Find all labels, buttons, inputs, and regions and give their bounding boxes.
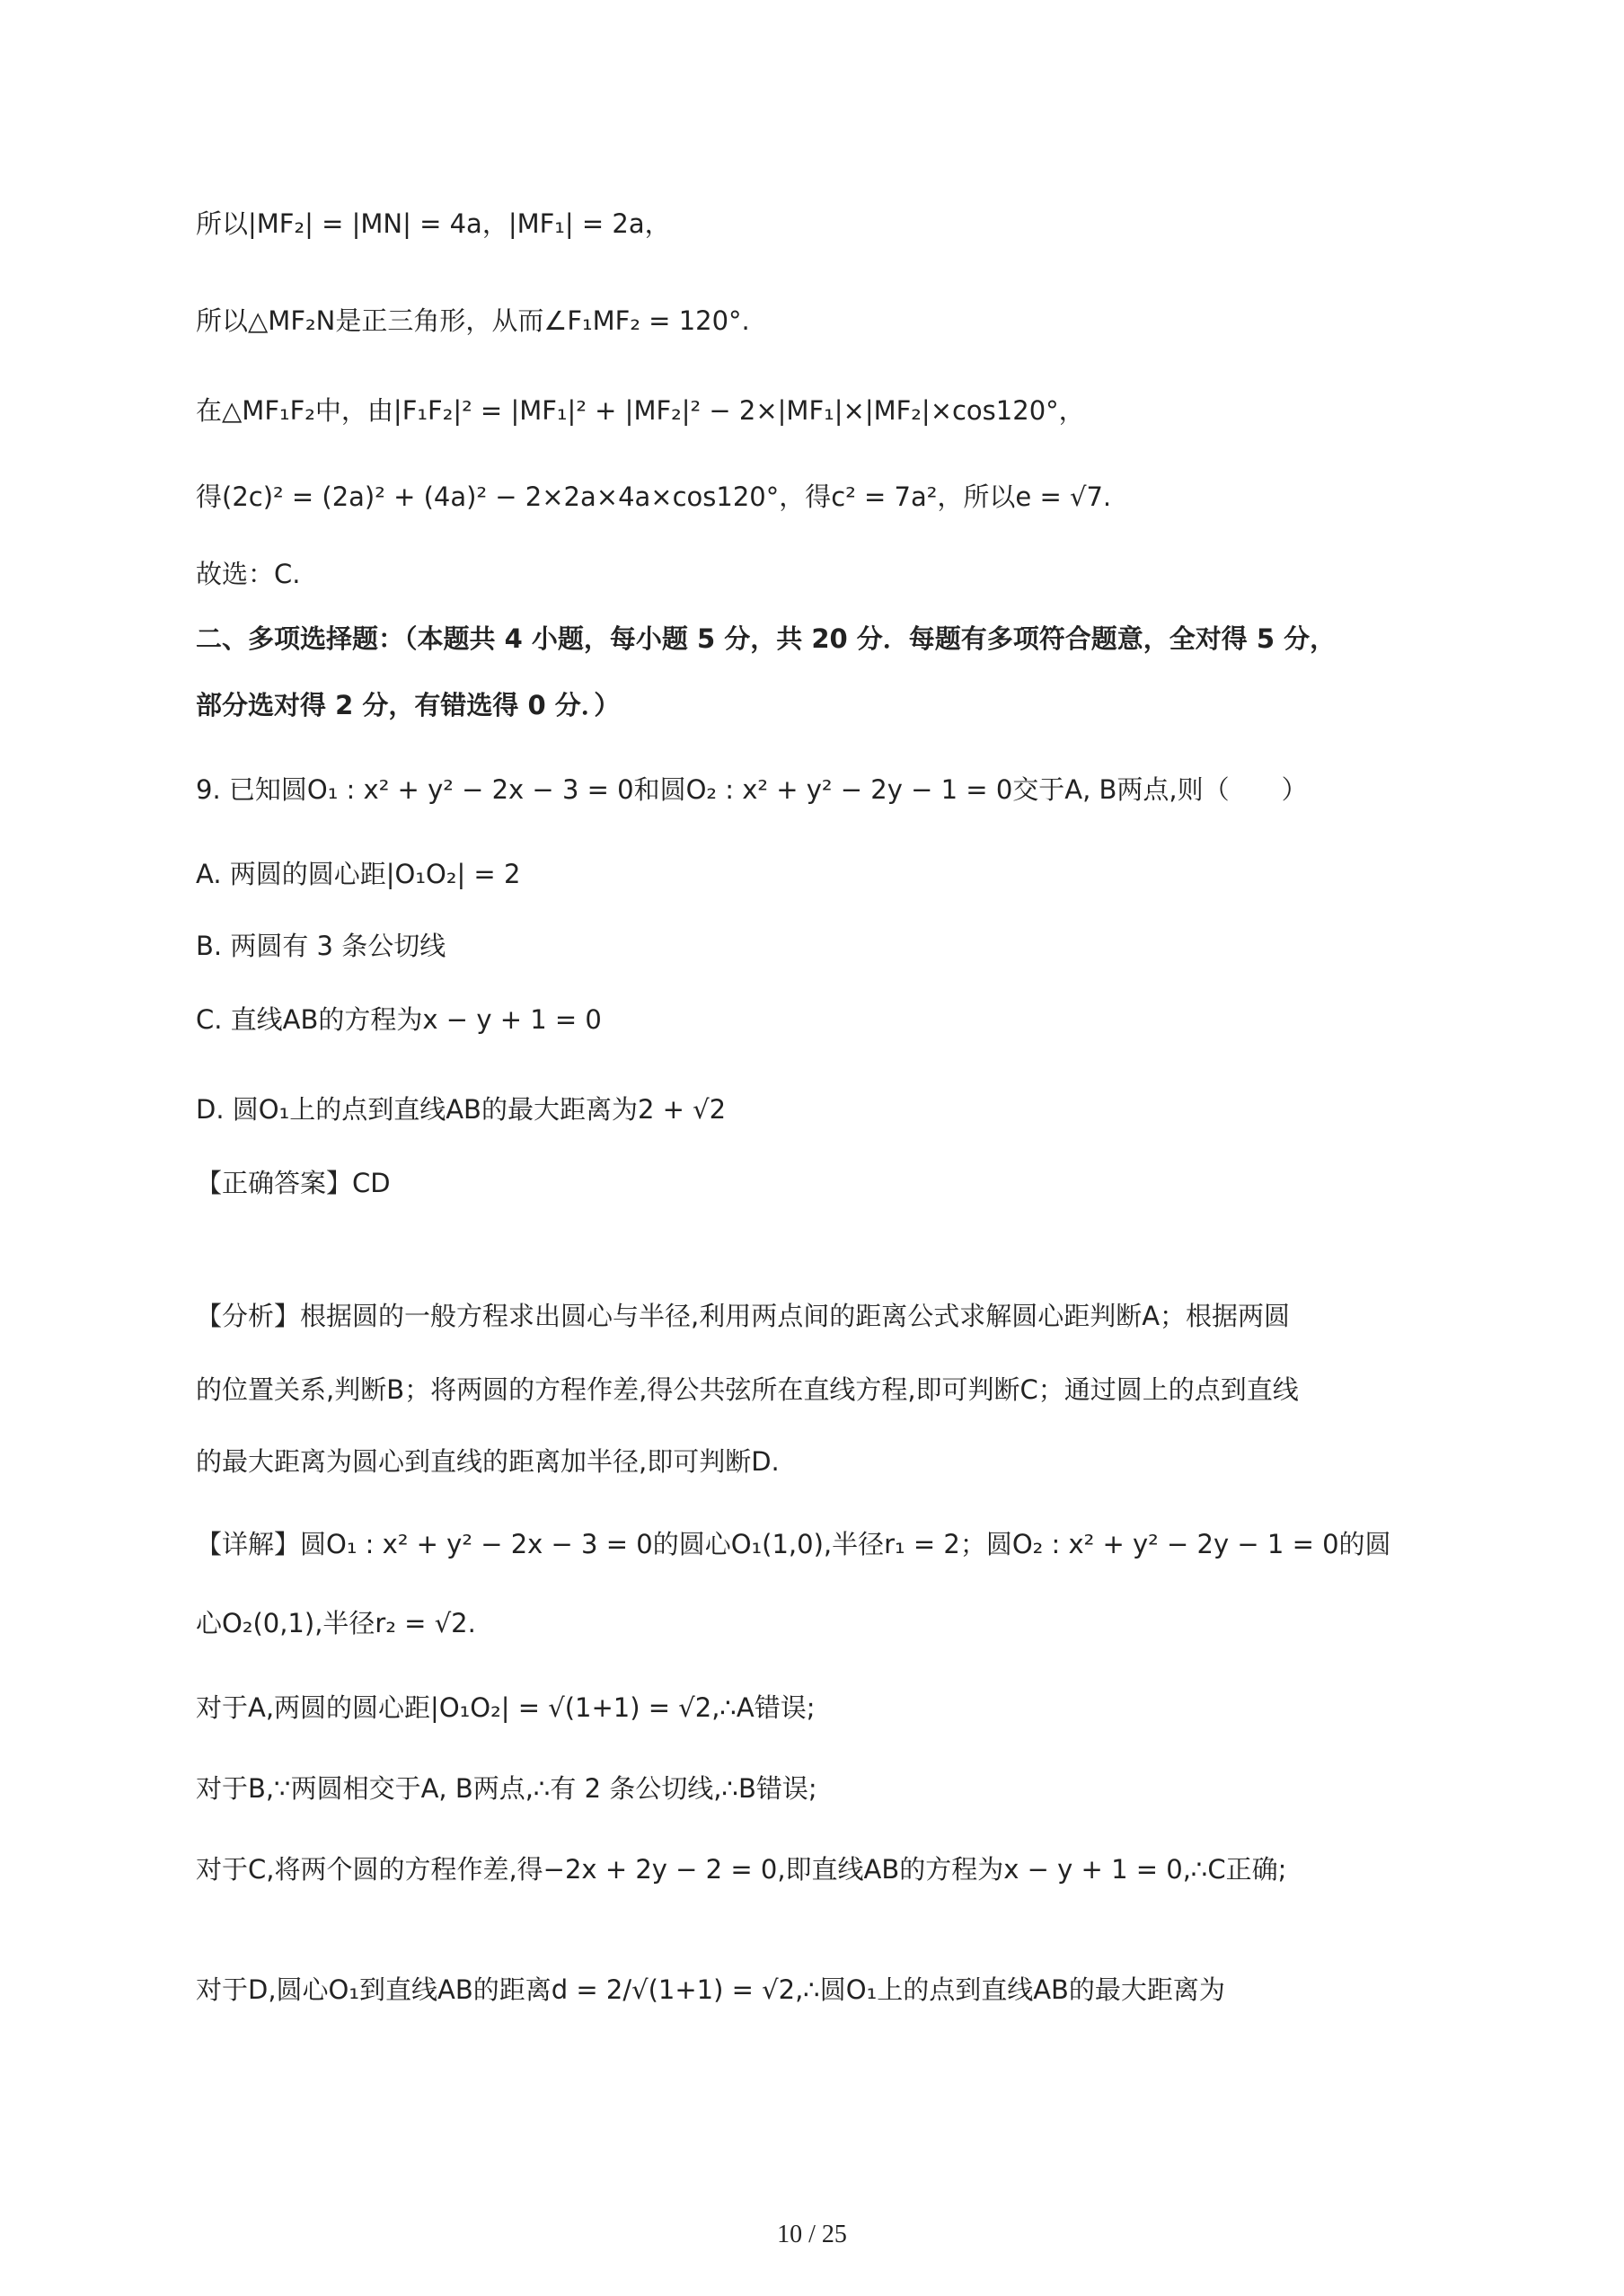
section-heading-line-2: 部分选对得 2 分，有错选得 0 分．） [196,690,621,720]
detail-line-1: 【详解】圆O₁ : x² + y² − 2x − 3 = 0的圆心O₁(1,0),半径r₁ = 2；圆O₂ : x² + y² − 2y − 1 = 0的圆 [196,1529,1391,1559]
option-c: C. 直线AB的方程为x − y + 1 = 0 [196,1004,602,1035]
solution-line-5: 故选：C. [196,559,301,589]
analysis-line-3: 的最大距离为圆心到直线的距离加半径,即可判断D. [196,1446,780,1477]
detail-line-3: 对于A,两圆的圆心距|O₁O₂| = √(1+1) = √2,∴A错误; [196,1692,816,1723]
question-9-stem: 9. 已知圆O₁ : x² + y² − 2x − 3 = 0和圆O₂ : x² + y² − 2y − 1 = 0交于A, B两点,则（ ） [196,774,1308,805]
detail-line-2: 心O₂(0,1),半径r₂ = √2. [196,1608,476,1638]
solution-line-3: 在△MF₁F₂中，由|F₁F₂|² = |MF₁|² + |MF₂|² − 2×|MF₁|×|MF₂|×cos120°， [196,395,1085,426]
detail-line-4: 对于B,∵两圆相交于A, B两点,∴有 2 条公切线,∴B错误; [196,1773,817,1804]
solution-line-2: 所以△MF₂N是正三角形，从而∠F₁MF₂ = 120°. [196,305,750,336]
page-number: 10 / 25 [777,2221,847,2248]
detail-line-6: 对于D,圆心O₁到直线AB的距离d = 2/√(1+1) = √2,∴圆O₁上的点到直线AB的最大距离为 [196,1974,1225,2005]
option-b: B. 两圆有 3 条公切线 [196,931,446,961]
option-d: D. 圆O₁上的点到直线AB的最大距离为2 + √2 [196,1094,727,1125]
analysis-line-2: 的位置关系,判断B；将两圆的方程作差,得公共弦所在直线方程,即可判断C；通过圆上的点到直线 [196,1374,1299,1405]
analysis-line-1: 【分析】根据圆的一般方程求出圆心与半径,利用两点间的距离公式求解圆心距判断A；根据两圆 [196,1301,1291,1331]
option-a: A. 两圆的圆心距|O₁O₂| = 2 [196,859,521,889]
correct-answer: 【正确答案】CD [196,1168,391,1198]
solution-line-4: 得(2c)² = (2a)² + (4a)² − 2×2a×4a×cos120°，得c² = 7a²，所以e = √7. [196,481,1112,512]
section-heading-line-1: 二、多项选择题：（本题共 4 小题，每小题 5 分，共 20 分．每题有多项符合题意，全对得 5 分， [196,623,1337,654]
solution-line-1: 所以|MF₂| = |MN| = 4a，|MF₁| = 2a， [196,208,671,239]
detail-line-5: 对于C,将两个圆的方程作差,得−2x + 2y − 2 = 0,即直线AB的方程为x − y + 1 = 0,∴C正确; [196,1854,1287,1885]
